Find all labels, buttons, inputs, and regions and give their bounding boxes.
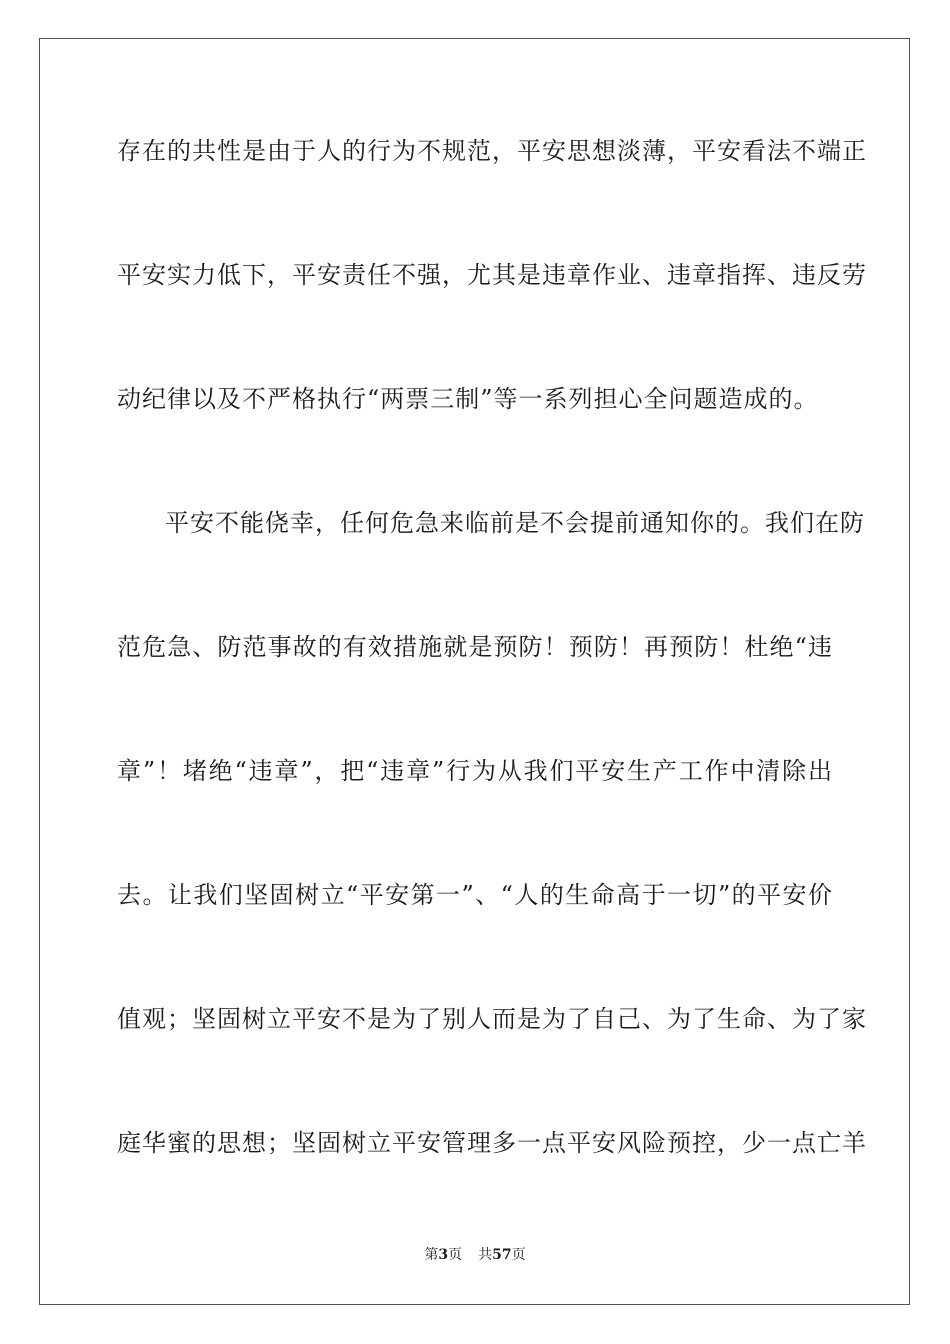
text-line: 动纪律以及不严格执行“两票三制”等一系列担心全问题造成的。: [117, 385, 819, 413]
text-line: 去。让我们坚固树立“平安第一”、“人的生命高于一切”的平安价: [117, 881, 833, 909]
total-suffix: 页: [511, 1247, 526, 1263]
text-line: 存在的共性是由于人的行为不规范，平安思想淡薄，平安看法不端正: [117, 137, 867, 165]
text-line: 章”！堵绝“违章”，把“违章”行为从我们平安生产工作中清除出: [117, 757, 833, 785]
text-line: 值观；坚固树立平安不是为了别人而是为了自己、为了生命、为了家: [117, 1005, 867, 1033]
text-line: 范危急、防范事故的有效措施就是预防！预防！再预防！杜绝“违: [117, 633, 833, 661]
total-prefix: 共: [478, 1247, 493, 1263]
total-pages: 57: [492, 1247, 512, 1263]
page-suffix: 页: [448, 1247, 463, 1263]
text-line: 平安实力低下，平安责任不强，尤其是违章作业、违章指挥、违反劳: [117, 261, 867, 289]
text-line: 庭华蜜的思想；坚固树立平安管理多一点平安风险预控，少一点亡羊: [117, 1129, 867, 1157]
page-footer: [0, 1246, 950, 1264]
page-prefix: 第: [424, 1247, 439, 1263]
page-number: 3: [438, 1247, 449, 1263]
page-border: [39, 38, 910, 1305]
paragraph-first-line: 平安不能侥幸，任何危急来临前是不会提前通知你的。我们在防: [165, 509, 865, 537]
